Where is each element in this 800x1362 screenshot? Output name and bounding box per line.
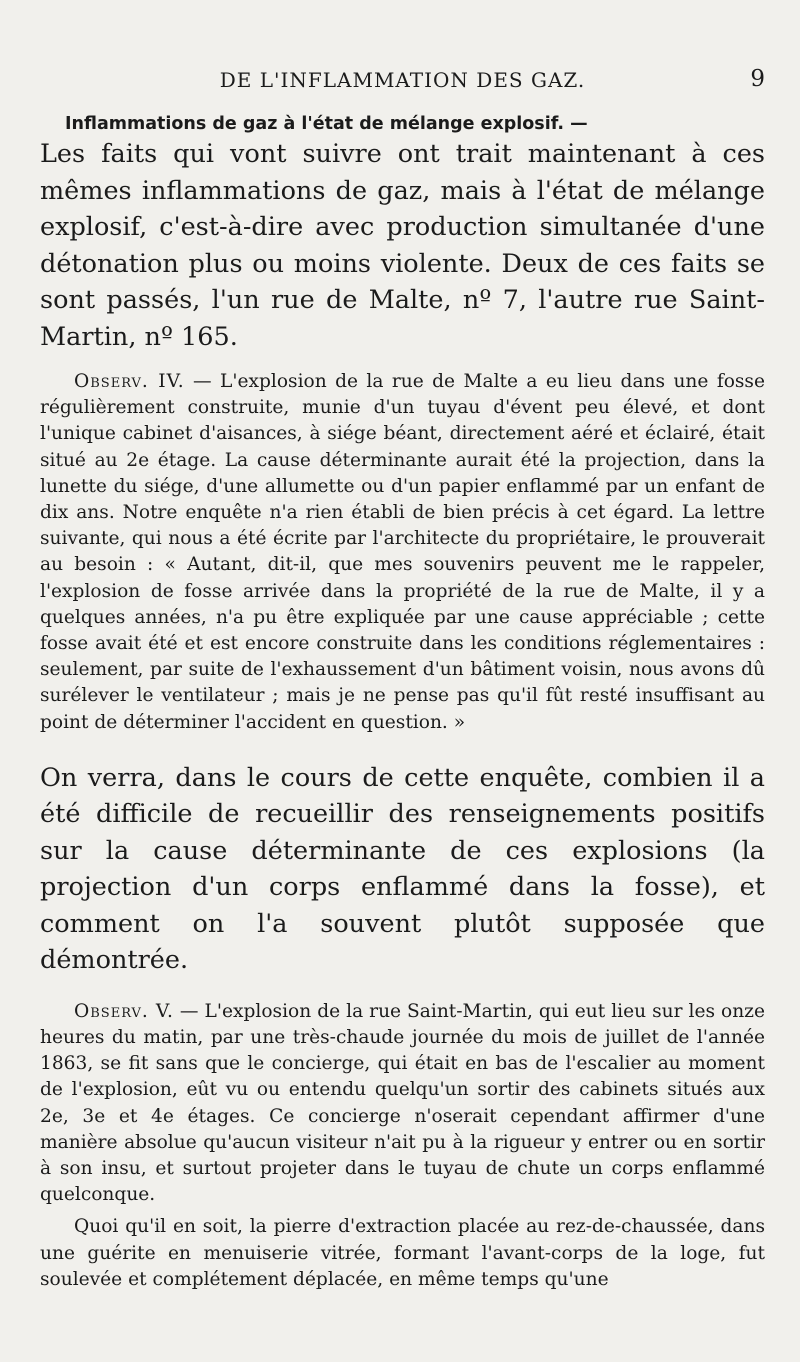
observation-5-paragraph [40, 999, 765, 1209]
section-heading: Inflammations de gaz à l'état de mélange explosif. — [65, 114, 588, 134]
observation-4-text: — L'explosion de la rue de Malte a eu lieu dans une fosse régulièrement construite, munie d'un tuyau d'évent peu élevé, et dont l'unique cabinet d'aisances, à siége béant, directement aéré et éclairé, était situé au 2e étage. La cause déterminante aurait été la projection, dans la lunette du siége, d'une allumette ou d'un papier enflammé par un enfant de dix ans. Notre enquête n'a rien établi de bien précis à cet égard. La lettre suivante, qui nous a été écrite par l'architecte du propriétaire, le prouverait au besoin : « Autant, dit-il, que mes souvenirs peuvent me le rappeler, l'explosion de fosse arrivée dans la propriété de la rue de Malte, il y a quelques années, n'a pu être expliquée par une cause appréciable ; cette fosse avait été et est encore construite dans les conditions réglementaires : seulement, par suite de l'exhaussement d'un bâtiment voisin, nous avons dû surélever le ventilateur ; mais je ne pense pas qu'il fût resté insuffisant au point de déterminer l'accident en question. » [40, 371, 765, 733]
observation-5-label: Observ. V. [74, 1000, 174, 1022]
last-paragraph: Quoi qu'il en soit, la pierre d'extraction placée au rez-de-chaussée, dans une guérite en menuiserie vitrée, formant l'avant-corps de la loge, fut soulevée et complétement déplacée, en même temps qu'une [40, 1216, 765, 1290]
running-head [40, 68, 765, 102]
intro-paragraph: Les faits qui vont suivre ont trait maintenant à ces mêmes inflammations de gaz, mais à l'état de mélange explosif, c'est-à-dire avec production simultanée d'une détonation plus ou moins violente. Deux de ces faits se sont passés, l'un rue de Malte, nº 7, l'autre rue Saint-Martin, nº 165. [40, 139, 765, 352]
middle-paragraph: On verra, dans le cours de cette enquête, combien il a été difficile de recueillir des renseignements positifs sur la cause déterminante de ces explosions (la projection d'un corps enflammé dans la fosse), et comment on l'a souvent plutôt supposée que démontrée. [40, 762, 765, 976]
page-number: 9 [750, 66, 765, 92]
observation-4-label: Observ. IV. [74, 371, 185, 392]
body-text [40, 112, 765, 1293]
observation-5-text: — L'explosion de la rue Saint-Martin, qui eut lieu sur les onze heures du matin, par une très-chaude journée du mois de juillet de l'année 1863, se fit sans que le concierge, qui était en bas de l'escalier au moment de l'explosion, eût vu ou entendu quelqu'un sortir des cabinets situés aux 2e, 3e et 4e étages. Ce concierge n'oserait cependant affirmer d'une manière absolue qu'aucun visiteur n'ait pu à la rigueur y entrer ou en sortir à son insu, et surtout projeter dans le tuyau de chute un corps enflammé quelconque. [40, 1000, 765, 1206]
running-title: DE L'INFLAMMATION DES GAZ. [219, 68, 586, 92]
observation-4-paragraph [40, 369, 765, 736]
